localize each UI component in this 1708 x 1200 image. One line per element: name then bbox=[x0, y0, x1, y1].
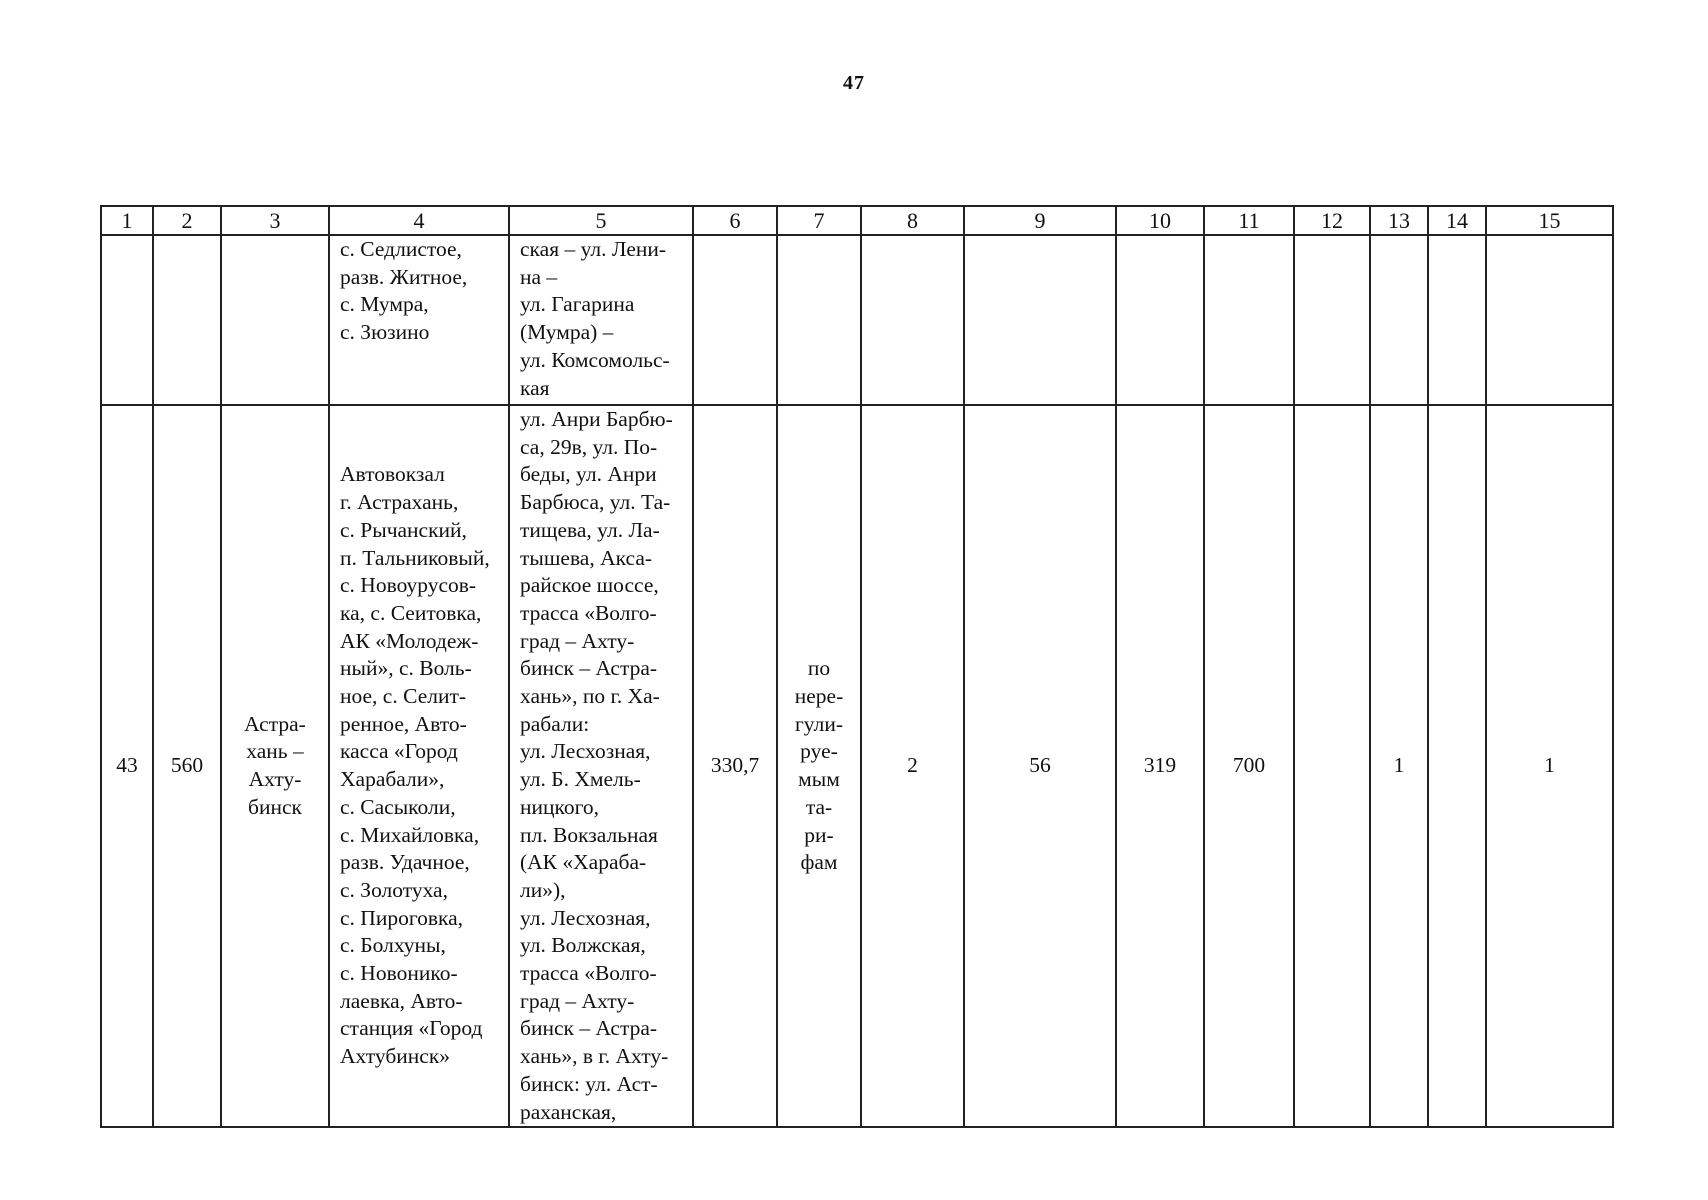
text-line: Автовокзал bbox=[340, 462, 445, 487]
text-line: кая bbox=[520, 375, 550, 400]
cell-col12 bbox=[1294, 405, 1370, 1127]
text-line: п. Тальниковый, bbox=[340, 545, 490, 570]
cont-stops-cell bbox=[329, 235, 509, 405]
cell-col10: 319 bbox=[1116, 405, 1204, 1127]
table-row bbox=[101, 405, 1613, 1127]
streets-cell bbox=[509, 405, 693, 1127]
cont-cell-12 bbox=[1294, 235, 1370, 405]
cell-col13: 1 bbox=[1370, 405, 1428, 1127]
header-cell-4: 4 bbox=[329, 206, 509, 235]
text-line: разв. Удачное, bbox=[340, 850, 470, 875]
cont-cell-7 bbox=[777, 235, 861, 405]
cont-cell-13 bbox=[1370, 235, 1428, 405]
text-line: бинск bbox=[248, 794, 302, 819]
text-line: (Мумра) – bbox=[520, 320, 614, 345]
text-line: касса «Город bbox=[340, 739, 458, 764]
route-number-cell: 560 bbox=[153, 405, 221, 1127]
cont-cell-10 bbox=[1116, 235, 1204, 405]
row-number-cell: 43 bbox=[101, 405, 153, 1127]
text-line: град – Ахту- bbox=[520, 988, 635, 1013]
header-cell-1: 1 bbox=[101, 206, 153, 235]
cont-cell-2 bbox=[153, 235, 221, 405]
tariff-lines bbox=[778, 655, 860, 877]
header-cell-14: 14 bbox=[1428, 206, 1486, 235]
text-line: раханская, bbox=[520, 1099, 617, 1124]
text-line: фам bbox=[800, 850, 838, 875]
cont-streets-cell bbox=[509, 235, 693, 405]
text-line: райское шоссе, bbox=[520, 573, 659, 598]
text-line: са, 29в, ул. По- bbox=[520, 434, 658, 459]
cont-streets-lines bbox=[520, 236, 688, 402]
cont-cell-6 bbox=[693, 235, 777, 405]
cont-cell-3 bbox=[221, 235, 329, 405]
text-line: бинск: ул. Аст- bbox=[520, 1071, 658, 1096]
text-line: ри- bbox=[804, 822, 834, 847]
stops-cell bbox=[329, 405, 509, 1127]
route-name-lines bbox=[222, 711, 328, 822]
route-table-container bbox=[100, 205, 1612, 1128]
header-cell-12: 12 bbox=[1294, 206, 1370, 235]
text-line: станция «Город bbox=[340, 1016, 483, 1041]
text-line: ное, с. Селит- bbox=[340, 684, 467, 709]
text-line: нере- bbox=[794, 684, 844, 709]
header-cell-13: 13 bbox=[1370, 206, 1428, 235]
text-line: ли»), bbox=[520, 877, 566, 902]
text-line: с. Пироговка, bbox=[340, 905, 464, 930]
header-cell-6: 6 bbox=[693, 206, 777, 235]
text-line: с. Золотуха, bbox=[340, 877, 448, 902]
text-line: на – bbox=[520, 264, 558, 289]
continuation-row bbox=[101, 235, 1613, 405]
cell-col15: 1 bbox=[1486, 405, 1613, 1127]
text-line: тищева, ул. Ла- bbox=[520, 517, 660, 542]
text-line: по bbox=[807, 656, 831, 681]
text-line: ный», с. Воль- bbox=[340, 656, 472, 681]
text-line: хань – bbox=[246, 739, 304, 764]
text-line: ул. Лесхозная, bbox=[520, 905, 651, 930]
text-line: гули- bbox=[794, 711, 844, 736]
cont-cell-8 bbox=[861, 235, 964, 405]
text-line: ул. Гагарина bbox=[520, 292, 635, 317]
text-line: ул. Волжская, bbox=[520, 933, 646, 958]
text-line: хань», в г. Ахту- bbox=[520, 1044, 669, 1069]
text-line: руе- bbox=[800, 739, 838, 764]
cont-cell-1 bbox=[101, 235, 153, 405]
text-line: ренное, Авто- bbox=[340, 711, 467, 736]
text-line: лаевка, Авто- bbox=[340, 988, 463, 1013]
text-line: Астра- bbox=[244, 711, 306, 736]
header-cell-11: 11 bbox=[1204, 206, 1294, 235]
text-line: трасса «Волго- bbox=[520, 600, 657, 625]
header-cell-5: 5 bbox=[509, 206, 693, 235]
text-line: с. Зюзино bbox=[340, 320, 430, 345]
text-line: с. Новоурусов- bbox=[340, 573, 477, 598]
header-row bbox=[101, 206, 1613, 235]
text-line: Ахту- bbox=[248, 767, 302, 792]
text-line: бинск – Астра- bbox=[520, 656, 658, 681]
text-line: Харабали», bbox=[340, 767, 445, 792]
text-line: та- bbox=[805, 794, 833, 819]
cell-col9: 56 bbox=[964, 405, 1116, 1127]
text-line: хань», по г. Ха- bbox=[520, 684, 660, 709]
text-line: с. Новонико- bbox=[340, 961, 458, 986]
cont-cell-11 bbox=[1204, 235, 1294, 405]
text-line: с. Рычанский, bbox=[340, 517, 467, 542]
text-line: (АК «Хараба- bbox=[520, 850, 647, 875]
text-line: с. Болхуны, bbox=[340, 933, 446, 958]
text-line: град – Ахту- bbox=[520, 628, 635, 653]
text-line: ул. Комсомольс- bbox=[520, 347, 670, 372]
header-cell-15: 15 bbox=[1486, 206, 1613, 235]
stops-lines bbox=[340, 461, 504, 1070]
header-cell-2: 2 bbox=[153, 206, 221, 235]
header-cell-7: 7 bbox=[777, 206, 861, 235]
route-name-cell bbox=[221, 405, 329, 1127]
text-line: ская – ул. Лени- bbox=[520, 237, 667, 261]
text-line: пл. Вокзальная bbox=[520, 822, 658, 847]
cell-col8: 2 bbox=[861, 405, 964, 1127]
text-line: с. Михайловка, bbox=[340, 822, 480, 847]
cell-col14 bbox=[1428, 405, 1486, 1127]
header-cell-8: 8 bbox=[861, 206, 964, 235]
text-line: Барбюса, ул. Та- bbox=[520, 490, 671, 515]
text-line: ул. Анри Барбю- bbox=[520, 407, 673, 431]
route-table bbox=[100, 205, 1614, 1128]
text-line: ницкого, bbox=[520, 794, 600, 819]
header-cell-3: 3 bbox=[221, 206, 329, 235]
text-line: тышева, Акса- bbox=[520, 545, 653, 570]
text-line: беды, ул. Анри bbox=[520, 462, 657, 487]
text-line: г. Астрахань, bbox=[340, 490, 459, 515]
text-line: ул. Лесхозная, bbox=[520, 739, 651, 764]
cont-cell-14 bbox=[1428, 235, 1486, 405]
text-line: ка, с. Сеитовка, bbox=[340, 600, 482, 625]
text-line: ул. Б. Хмель- bbox=[520, 767, 641, 792]
text-line: с. Седлистое, bbox=[340, 237, 462, 261]
header-cell-9: 9 bbox=[964, 206, 1116, 235]
page-number: 47 bbox=[843, 72, 865, 94]
cont-stops-lines bbox=[340, 236, 504, 347]
text-line: рабали: bbox=[520, 711, 590, 736]
text-line: мым bbox=[798, 767, 840, 792]
text-line: бинск – Астра- bbox=[520, 1016, 658, 1041]
header-cell-10: 10 bbox=[1116, 206, 1204, 235]
streets-lines bbox=[520, 406, 688, 1126]
cont-cell-9 bbox=[964, 235, 1116, 405]
tariff-cell bbox=[777, 405, 861, 1127]
length-cell: 330,7 bbox=[693, 405, 777, 1127]
text-line: разв. Житное, bbox=[340, 264, 468, 289]
text-line: трасса «Волго- bbox=[520, 961, 657, 986]
cont-cell-15 bbox=[1486, 235, 1613, 405]
text-line: АК «Молодеж- bbox=[340, 628, 479, 653]
cell-col11: 700 bbox=[1204, 405, 1294, 1127]
text-line: Ахтубинск» bbox=[340, 1044, 451, 1069]
text-line: с. Сасыколи, bbox=[340, 794, 456, 819]
text-line: с. Мумра, bbox=[340, 292, 429, 317]
